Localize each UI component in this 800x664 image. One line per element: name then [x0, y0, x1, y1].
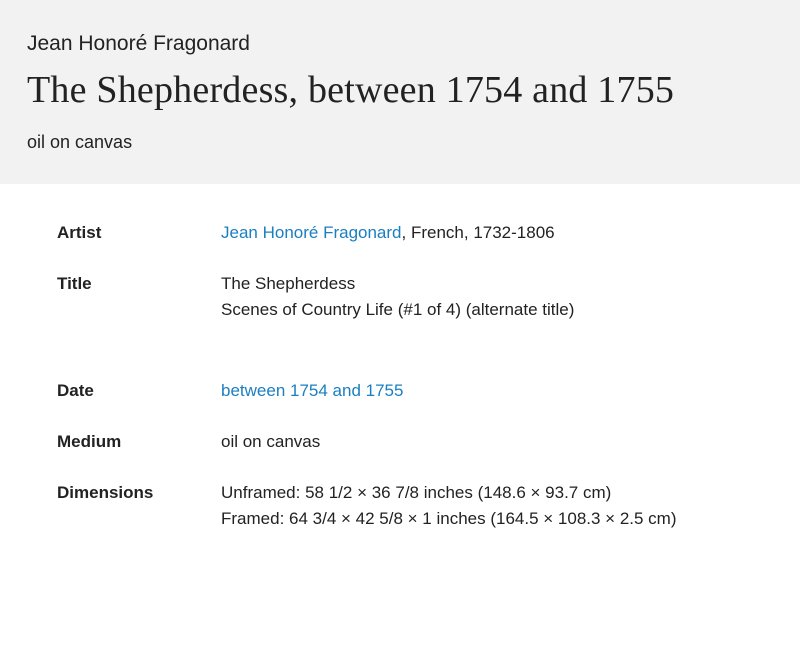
dimensions-value [221, 480, 677, 532]
artwork-details [57, 220, 777, 532]
title-alternate: Scenes of Country Life (#1 of 4) (alternate title) [221, 300, 575, 319]
details-row-dimensions [57, 480, 777, 532]
medium-value: oil on canvas [221, 432, 321, 451]
artist-label: Artist [57, 223, 102, 242]
date-link[interactable]: between 1754 and 1755 [221, 381, 404, 400]
dimensions-framed: Framed: 64 3/4 × 42 5/8 × 1 inches (164.5 × 108.3 × 2.5 cm) [221, 509, 677, 528]
details-row-medium [57, 429, 777, 455]
header-artist-name: Jean Honoré Fragonard [27, 32, 250, 55]
artist-value [221, 220, 555, 246]
dimensions-unframed: Unframed: 58 1/2 × 36 7/8 inches (148.6 × 93.7 cm) [221, 483, 612, 502]
artwork-header [0, 0, 800, 184]
title-primary: The Shepherdess [221, 274, 356, 293]
medium-label: Medium [57, 432, 122, 451]
dimensions-label: Dimensions [57, 483, 154, 502]
title-value [221, 271, 574, 323]
details-row-date [57, 378, 777, 404]
artist-info: , French, 1732-1806 [401, 223, 555, 242]
artwork-title: The Shepherdess, between 1754 and 1755 [27, 69, 675, 111]
header-medium: oil on canvas [27, 132, 133, 152]
details-row-artist [57, 220, 777, 246]
details-row-title [57, 271, 777, 323]
date-label: Date [57, 381, 94, 400]
artist-link[interactable]: Jean Honoré Fragonard [221, 223, 402, 242]
date-value [221, 378, 403, 404]
title-label: Title [57, 274, 92, 293]
